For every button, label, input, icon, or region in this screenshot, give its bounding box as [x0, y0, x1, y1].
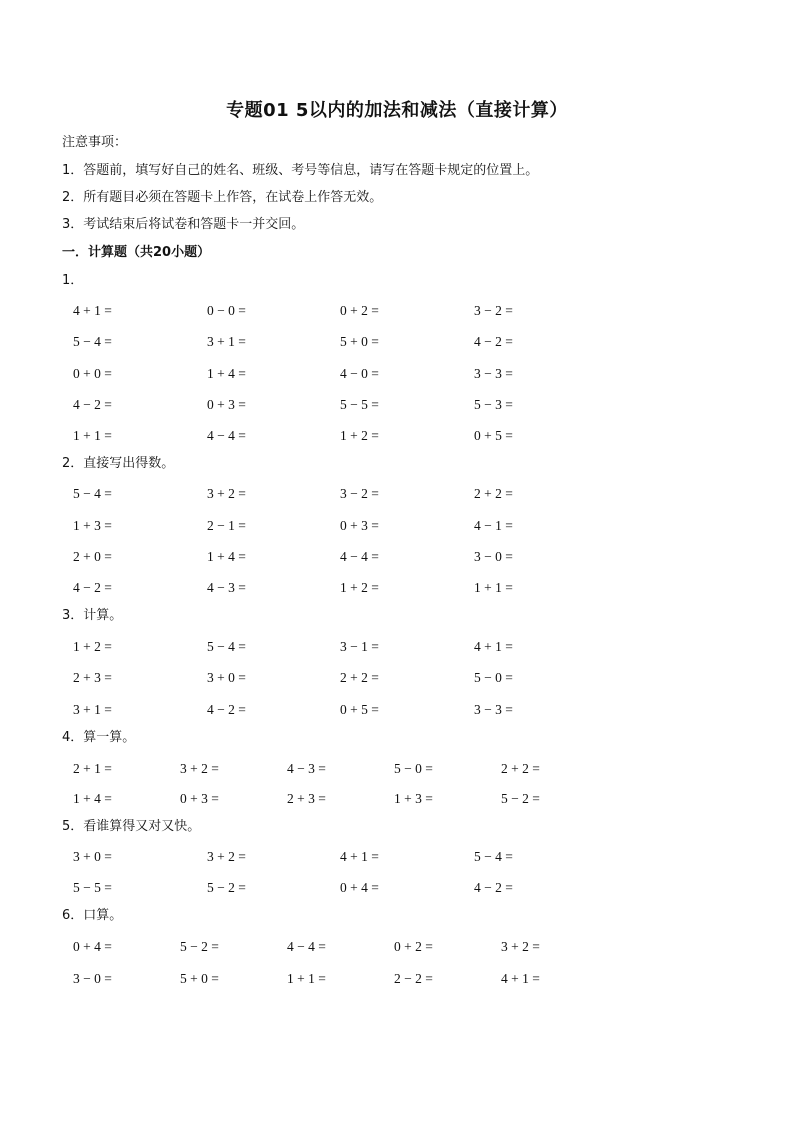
equation: 3 − 2 =: [474, 303, 513, 318]
equation: 3 − 3 =: [474, 702, 513, 717]
notice-heading: 注意事项：: [62, 135, 128, 150]
section-heading: 一．计算题（共20小题）: [62, 245, 211, 260]
equation: 3 + 0 =: [73, 849, 112, 864]
notice-item: 2．所有题目必须在答题卡上作答，在试卷上作答无效。: [62, 190, 383, 205]
equation: 4 − 2 =: [207, 702, 246, 717]
equation: 4 − 4 =: [207, 428, 246, 443]
equation: 3 + 2 =: [180, 761, 219, 776]
equation: 0 + 4 =: [73, 939, 112, 954]
question-label: 6．口算。: [62, 908, 123, 923]
equation: 5 − 5 =: [73, 880, 112, 895]
problem-row: [0, 332, 794, 352]
problem-row: [0, 547, 794, 567]
equation: 0 + 5 =: [340, 702, 379, 717]
equation: 2 − 1 =: [207, 518, 246, 533]
equation: 3 + 2 =: [207, 486, 246, 501]
equation: 4 − 4 =: [287, 939, 326, 954]
equation: 1 + 2 =: [340, 580, 379, 595]
equation: 5 − 0 =: [474, 670, 513, 685]
equation: 2 + 3 =: [287, 791, 326, 806]
equation: 3 − 0 =: [73, 971, 112, 986]
equation: 0 + 4 =: [340, 880, 379, 895]
problem-row: [0, 364, 794, 384]
equation: 2 + 2 =: [340, 670, 379, 685]
equation: 2 − 2 =: [394, 971, 433, 986]
problem-row: [0, 759, 794, 779]
equation: 2 + 2 =: [474, 486, 513, 501]
equation: 5 − 2 =: [501, 791, 540, 806]
question-label: 5．看谁算得又对又快。: [62, 819, 201, 834]
equation: 4 + 1 =: [73, 303, 112, 318]
problem-row: [0, 878, 794, 898]
equation: 3 − 0 =: [474, 549, 513, 564]
equation: 4 − 3 =: [207, 580, 246, 595]
equation: 1 + 1 =: [287, 971, 326, 986]
equation: 5 − 4 =: [73, 486, 112, 501]
equation: 3 − 3 =: [474, 366, 513, 381]
problem-row: [0, 668, 794, 688]
equation: 0 + 3 =: [340, 518, 379, 533]
question-label: 3．计算。: [62, 608, 123, 623]
equation: 5 − 0 =: [394, 761, 433, 776]
page-title: 专题01 5以内的加法和减法（直接计算）: [226, 100, 568, 121]
equation: 4 − 0 =: [340, 366, 379, 381]
equation: 5 − 4 =: [474, 849, 513, 864]
problem-row: [0, 847, 794, 867]
equation: 4 + 1 =: [340, 849, 379, 864]
equation: 4 − 2 =: [474, 334, 513, 349]
problem-row: [0, 426, 794, 446]
equation: 5 − 5 =: [340, 397, 379, 412]
equation: 1 + 3 =: [73, 518, 112, 533]
equation: 4 − 1 =: [474, 518, 513, 533]
notice-item: 3．考试结束后将试卷和答题卡一并交回。: [62, 217, 305, 232]
equation: 4 − 2 =: [474, 880, 513, 895]
equation: 0 + 3 =: [180, 791, 219, 806]
equation: 1 + 1 =: [474, 580, 513, 595]
equation: 2 + 3 =: [73, 670, 112, 685]
equation: 1 + 1 =: [73, 428, 112, 443]
question-label: 4．算一算。: [62, 730, 136, 745]
problem-row: [0, 700, 794, 720]
equation: 1 + 2 =: [73, 639, 112, 654]
equation: 3 + 2 =: [207, 849, 246, 864]
equation: 5 − 4 =: [207, 639, 246, 654]
equation: 0 + 0 =: [73, 366, 112, 381]
equation: 5 − 4 =: [73, 334, 112, 349]
problem-row: [0, 395, 794, 415]
problem-row: [0, 578, 794, 598]
equation: 0 + 5 =: [474, 428, 513, 443]
equation: 3 + 1 =: [207, 334, 246, 349]
equation: 1 + 3 =: [394, 791, 433, 806]
equation: 5 − 3 =: [474, 397, 513, 412]
equation: 2 + 0 =: [73, 549, 112, 564]
equation: 3 + 1 =: [73, 702, 112, 717]
equation: 3 − 2 =: [340, 486, 379, 501]
equation: 1 + 4 =: [207, 549, 246, 564]
problem-row: [0, 969, 794, 989]
problem-row: [0, 301, 794, 321]
problem-row: [0, 789, 794, 809]
equation: 4 − 2 =: [73, 580, 112, 595]
equation: 4 − 4 =: [340, 549, 379, 564]
question-label: 2．直接写出得数。: [62, 456, 175, 471]
equation: 5 − 2 =: [180, 939, 219, 954]
problem-row: [0, 637, 794, 657]
equation: 3 + 2 =: [501, 939, 540, 954]
equation: 5 + 0 =: [180, 971, 219, 986]
equation: 4 − 3 =: [287, 761, 326, 776]
equation: 5 + 0 =: [340, 334, 379, 349]
equation: 4 + 1 =: [474, 639, 513, 654]
equation: 0 + 2 =: [340, 303, 379, 318]
notice-item: 1．答题前，填写好自己的姓名、班级、考号等信息，请写在答题卡规定的位置上。: [62, 163, 539, 178]
equation: 1 + 4 =: [73, 791, 112, 806]
equation: 4 − 2 =: [73, 397, 112, 412]
equation: 0 − 0 =: [207, 303, 246, 318]
equation: 0 + 2 =: [394, 939, 433, 954]
equation: 1 + 4 =: [207, 366, 246, 381]
equation: 2 + 2 =: [501, 761, 540, 776]
equation: 3 + 0 =: [207, 670, 246, 685]
equation: 1 + 2 =: [340, 428, 379, 443]
problem-row: [0, 484, 794, 504]
equation: 3 − 1 =: [340, 639, 379, 654]
equation: 4 + 1 =: [501, 971, 540, 986]
problem-row: [0, 516, 794, 536]
equation: 5 − 2 =: [207, 880, 246, 895]
equation: 2 + 1 =: [73, 761, 112, 776]
problem-row: [0, 937, 794, 957]
question-label: 1．: [62, 273, 84, 288]
equation: 0 + 3 =: [207, 397, 246, 412]
